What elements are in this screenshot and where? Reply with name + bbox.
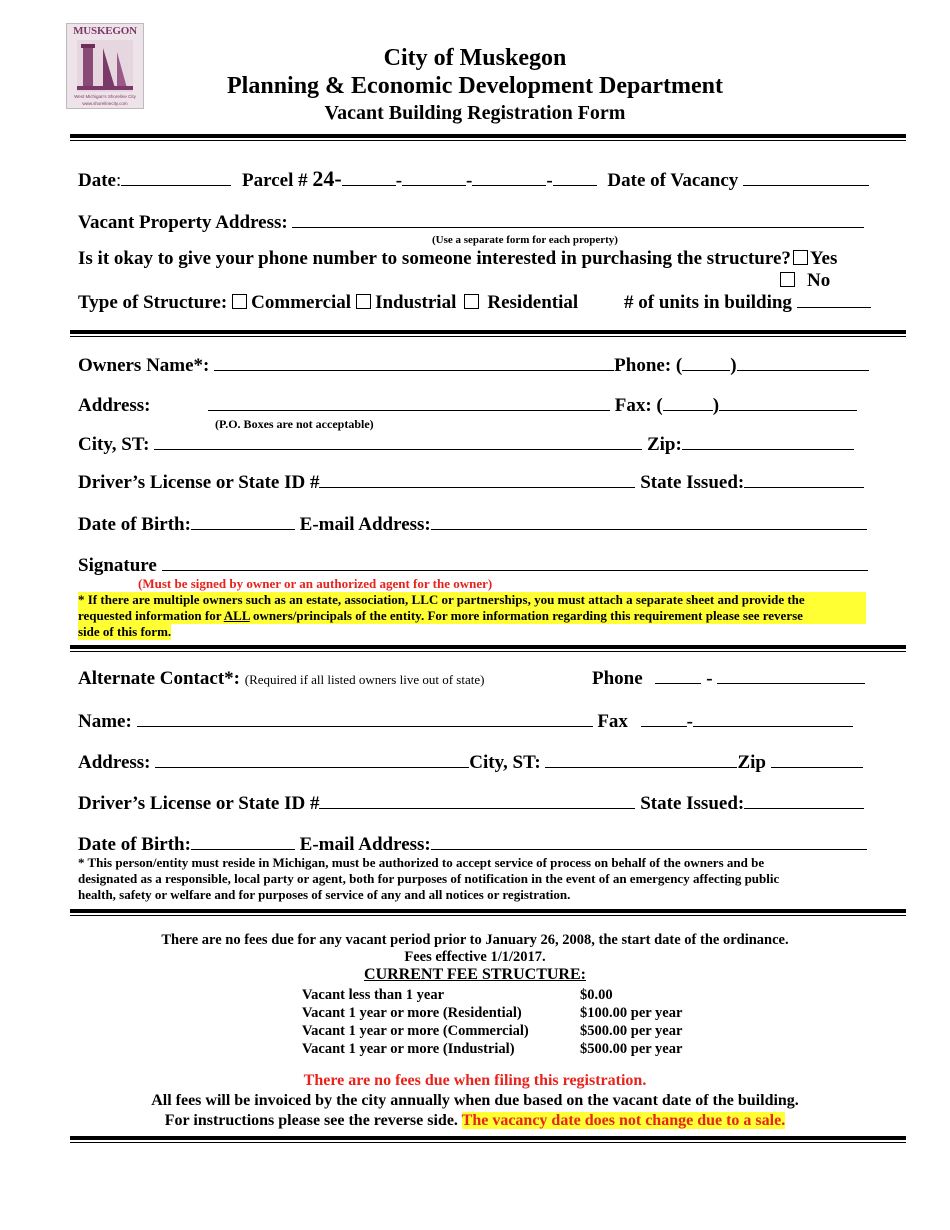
vacancy-sale-text: The vacancy date does not change due to a sale. bbox=[461, 1112, 786, 1129]
fees-rule-thick bbox=[70, 909, 906, 913]
owner-phone-area-field[interactable] bbox=[682, 369, 730, 371]
parcel-field-3[interactable] bbox=[472, 184, 546, 186]
parcel-field-4[interactable] bbox=[553, 184, 597, 186]
fee-row-label: Vacant 1 year or more (Industrial) bbox=[302, 1041, 515, 1057]
alternate-name-label: Name: bbox=[78, 711, 132, 732]
alternate-address-label: Address: bbox=[78, 752, 151, 773]
owner-name-field[interactable] bbox=[214, 369, 614, 371]
fee-structure-title: CURRENT FEE STRUCTURE: bbox=[364, 966, 586, 983]
parcel-prefix: 24- bbox=[312, 166, 342, 191]
phone-permission-question: Is it okay to give your phone number to someone interested in purchasing the structure? bbox=[78, 248, 791, 269]
invoiced-text: All fees will be invoiced by the city annually when due based on the vacant date of the building. bbox=[151, 1092, 799, 1109]
owner-phone-label: Phone: ( bbox=[614, 355, 683, 376]
owner-zip-label: Zip: bbox=[646, 434, 682, 455]
logo-tagline: West Michigan's Shoreline City bbox=[74, 94, 136, 99]
no-fees-prior-text: There are no fees due for any vacant period prior to January 26, 2008, the start date of the ordinance. bbox=[161, 932, 789, 948]
alternate-contact-note: (Required if all listed owners live out of state) bbox=[244, 672, 485, 687]
owner-email-field[interactable] bbox=[431, 528, 867, 530]
fee-row-amount: $100.00 per year bbox=[580, 1005, 683, 1021]
alternate-fax-area-field[interactable] bbox=[641, 725, 687, 727]
alternate-name-field[interactable] bbox=[137, 725, 593, 727]
fee-row-label: Vacant 1 year or more (Commercial) bbox=[302, 1023, 529, 1039]
alternate-city-label: City, ST: bbox=[469, 752, 541, 773]
fee-row-amount: $500.00 per year bbox=[580, 1023, 683, 1039]
residential-checkbox[interactable] bbox=[464, 294, 479, 309]
property-address-note: (Use a separate form for each property) bbox=[432, 234, 618, 246]
alternate-name-row: Name: Fax - bbox=[78, 711, 853, 733]
signature-note: (Must be signed by owner or an authorized agent for the owner) bbox=[138, 576, 493, 591]
owner-address-row: Fax: ( ) bbox=[208, 395, 857, 417]
alternate-dob-label: Date of Birth: bbox=[78, 834, 191, 855]
section-rule-thin bbox=[70, 336, 906, 337]
phone-permission-row bbox=[78, 248, 837, 270]
alternate-license-row bbox=[78, 793, 864, 815]
fees-effective-text: Fees effective 1/1/2017. bbox=[404, 949, 546, 965]
po-box-note: (P.O. Boxes are not acceptable) bbox=[215, 417, 374, 431]
yes-checkbox[interactable] bbox=[793, 250, 808, 265]
instructions-row bbox=[0, 1112, 950, 1130]
owner-fax-field[interactable] bbox=[719, 409, 857, 411]
department-title: Planning & Economic Development Department bbox=[227, 73, 723, 99]
residency-note: * This person/entity must reside in Michigan, must be authorized to accept service of process on behalf of the owners and be designated as a responsible, local party or agent, both for purposes of notification in the event of an emergency affecting public health, safety or welfare and for purposes of service of any and all notices or registration. bbox=[78, 855, 780, 902]
owner-license-row bbox=[78, 472, 864, 494]
commercial-checkbox[interactable] bbox=[232, 294, 247, 309]
owner-name-label: Owners Name*: bbox=[78, 355, 210, 376]
structure-type-row bbox=[78, 292, 578, 314]
commercial-label: Commercial bbox=[251, 292, 352, 313]
alternate-rule-thick bbox=[70, 645, 906, 649]
owner-name-row: Owners Name*: Phone: ( ) bbox=[78, 355, 869, 377]
city-title: City of Muskegon bbox=[383, 45, 567, 71]
owner-state-issued-field[interactable] bbox=[744, 486, 864, 488]
units-row bbox=[624, 292, 871, 314]
owner-dob-label: Date of Birth: bbox=[78, 514, 191, 535]
section-rule-thick bbox=[70, 330, 906, 334]
alternate-zip-label: Zip bbox=[737, 752, 766, 773]
property-date-row: Date: Parcel # 24- - - - Date of Vacancy bbox=[78, 166, 869, 192]
alternate-state-issued-field[interactable] bbox=[744, 807, 864, 809]
alternate-email-label: E-mail Address: bbox=[299, 834, 431, 855]
structure-type-label: Type of Structure: bbox=[78, 292, 228, 313]
signature-label: Signature bbox=[78, 555, 157, 576]
vacancy-date-label: Date of Vacancy bbox=[607, 170, 739, 191]
alternate-license-field[interactable] bbox=[319, 807, 635, 809]
footer-rule-thick bbox=[70, 1136, 906, 1140]
industrial-checkbox[interactable] bbox=[356, 294, 371, 309]
alternate-phone-row: Phone - bbox=[592, 668, 865, 690]
alternate-phone-field[interactable] bbox=[717, 682, 865, 684]
owner-address-field[interactable] bbox=[208, 409, 610, 411]
multi-owner-note: * If there are multiple owners such as an estate, association, LLC or partnerships, you must attach a separate sheet and provide the requested information for ALL owners/principals of the entity. For more information regarding this requirement please see reverse bbox=[78, 592, 866, 624]
alternate-dob-row bbox=[78, 834, 867, 856]
no-fees-filing-text: There are no fees due when filing this registration. bbox=[303, 1072, 647, 1089]
units-label: # of units in building bbox=[624, 292, 792, 313]
owner-city-field[interactable] bbox=[154, 448, 642, 450]
residential-label: Residential bbox=[487, 292, 579, 313]
header-rule-thin bbox=[70, 140, 906, 141]
date-label: Date bbox=[78, 170, 116, 191]
alternate-address-field[interactable] bbox=[155, 766, 469, 768]
owner-license-label: Driver’s License or State ID # bbox=[78, 472, 320, 493]
instructions-text: For instructions please see the reverse side. bbox=[164, 1112, 458, 1129]
industrial-label: Industrial bbox=[375, 292, 457, 313]
signature-row bbox=[78, 555, 868, 577]
fee-row-amount: $500.00 per year bbox=[580, 1041, 683, 1057]
owner-city-row bbox=[78, 434, 854, 456]
footer-rule-thin bbox=[70, 1142, 906, 1143]
alternate-state-issued-label: State Issued: bbox=[640, 793, 745, 814]
owner-dob-field[interactable] bbox=[191, 528, 295, 530]
alternate-dob-field[interactable] bbox=[191, 848, 295, 850]
parcel-field-2[interactable] bbox=[402, 184, 466, 186]
owner-zip-field[interactable] bbox=[682, 448, 854, 450]
signature-field[interactable] bbox=[162, 569, 868, 571]
alternate-fax-label: Fax bbox=[597, 711, 628, 732]
fees-rule-thin bbox=[70, 915, 906, 916]
vacancy-date-field[interactable] bbox=[743, 184, 869, 186]
owner-dob-row bbox=[78, 514, 867, 536]
alternate-phone-label: Phone bbox=[592, 668, 643, 689]
owner-address-label: Address: bbox=[78, 395, 151, 416]
alternate-email-field[interactable] bbox=[431, 848, 867, 850]
units-field[interactable] bbox=[797, 306, 871, 308]
alternate-fax-field[interactable] bbox=[693, 725, 853, 727]
owner-city-label: City, ST: bbox=[78, 434, 150, 455]
no-checkbox[interactable] bbox=[780, 272, 795, 287]
owner-fax-area-field[interactable] bbox=[663, 409, 713, 411]
fee-row-amount: $0.00 bbox=[580, 987, 613, 1003]
alternate-address-row bbox=[78, 752, 863, 774]
owner-phone-field[interactable] bbox=[737, 369, 869, 371]
fee-row-label: Vacant 1 year or more (Residential) bbox=[302, 1005, 522, 1021]
form-title: Vacant Building Registration Form bbox=[324, 102, 626, 124]
date-field[interactable] bbox=[121, 184, 231, 186]
alternate-contact-label: Alternate Contact*: bbox=[78, 668, 240, 689]
no-row bbox=[780, 270, 830, 292]
property-address-label: Vacant Property Address: bbox=[78, 212, 288, 233]
multi-owner-note-end: side of this form. bbox=[78, 624, 172, 639]
alternate-rule-thin bbox=[70, 651, 906, 652]
property-address-row bbox=[78, 212, 864, 234]
fee-row-label: Vacant less than 1 year bbox=[302, 987, 445, 1003]
header-rule-thick bbox=[70, 134, 906, 138]
alternate-city-field[interactable] bbox=[545, 766, 737, 768]
owner-license-field[interactable] bbox=[319, 486, 635, 488]
no-label: No bbox=[807, 270, 831, 291]
yes-label: Yes bbox=[809, 248, 838, 269]
logo-wordmark: MUSKEGON bbox=[73, 25, 137, 37]
alternate-zip-field[interactable] bbox=[771, 766, 863, 768]
owner-fax-label: Fax: ( bbox=[614, 395, 663, 416]
alternate-phone-area-field[interactable] bbox=[655, 682, 701, 684]
parcel-field-1[interactable] bbox=[342, 184, 396, 186]
parcel-label: Parcel # bbox=[242, 170, 308, 191]
alternate-contact-row bbox=[78, 668, 484, 690]
owner-state-issued-label: State Issued: bbox=[640, 472, 745, 493]
alternate-license-label: Driver’s License or State ID # bbox=[78, 793, 320, 814]
logo-url: www.shorelinecity.com bbox=[82, 101, 128, 106]
property-address-field[interactable] bbox=[292, 226, 864, 228]
owner-email-label: E-mail Address: bbox=[299, 514, 431, 535]
